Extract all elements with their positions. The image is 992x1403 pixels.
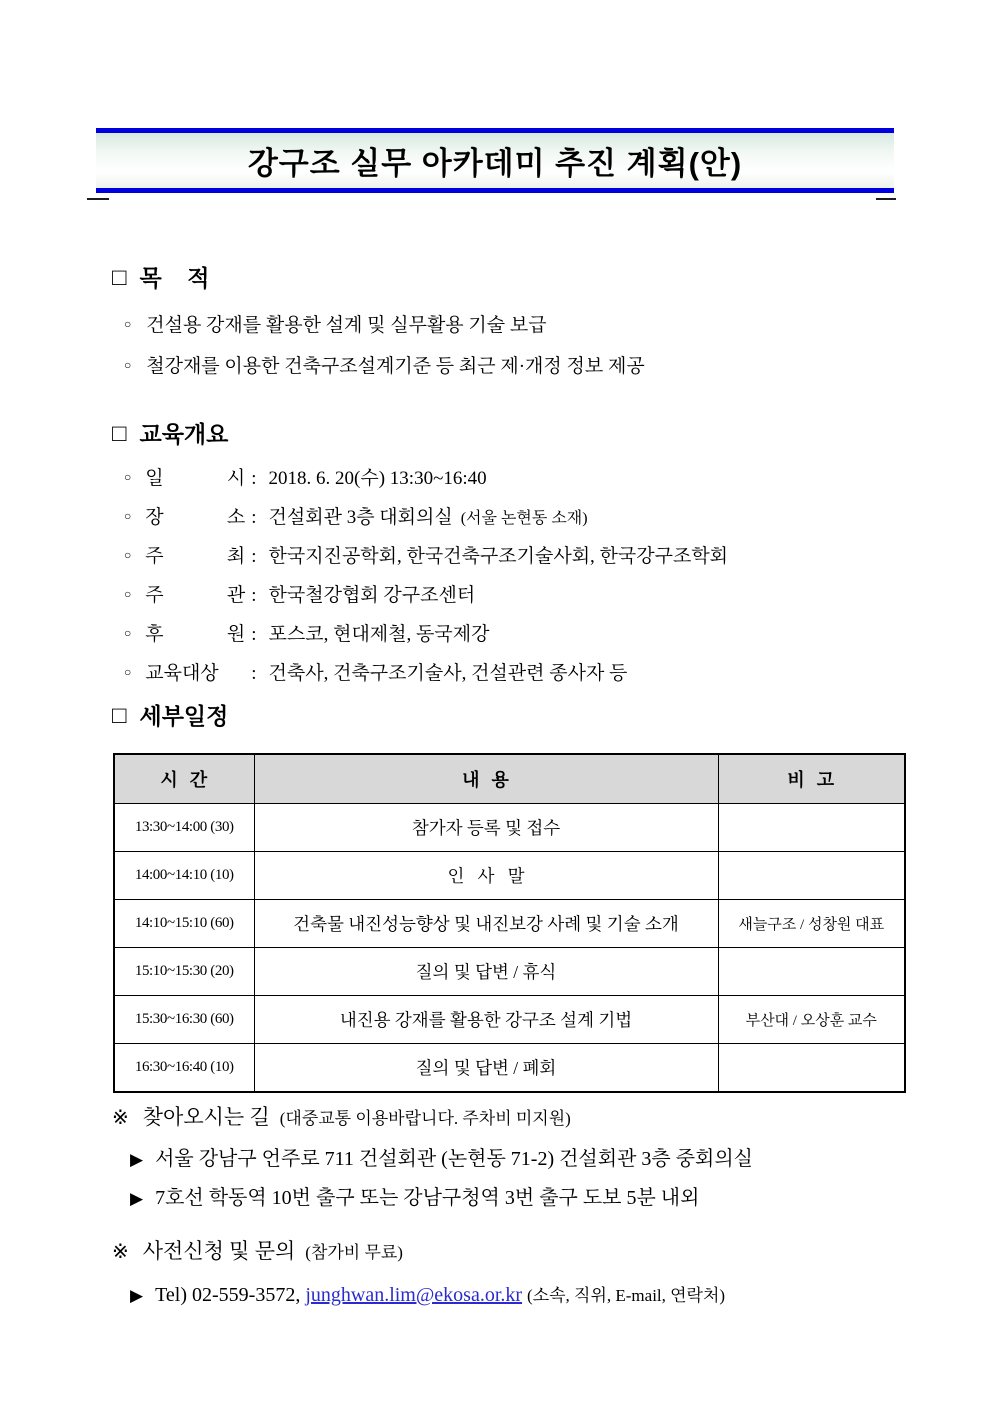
contact-email-link[interactable]: junghwan.lim@ekosa.or.kr [305, 1284, 523, 1306]
cell-time: 15:10~15:30 (20) [114, 948, 254, 996]
title-banner-background [96, 133, 894, 188]
directions-list [130, 1140, 753, 1218]
square-bullet-icon: □ [112, 264, 127, 291]
section-heading-schedule [112, 700, 228, 732]
contact-tel: Tel) 02-559-3572, [155, 1284, 301, 1306]
cell-remark [718, 1044, 905, 1093]
table-row [114, 1044, 905, 1093]
colon-separator: : [251, 624, 257, 645]
cell-content: 내진용 강재를 활용한 강구조 설계 기법 [254, 996, 718, 1044]
list-item [124, 655, 736, 694]
cell-time: 13:30~14:00 (30) [114, 804, 254, 852]
cell-content: 건축물 내진성능향상 및 내진보강 사례 및 기술 소개 [254, 900, 718, 948]
overview-item-note: (서울 논현동 소재) [460, 510, 588, 527]
cell-time: 15:30~16:30 (60) [114, 996, 254, 1044]
contact-line [130, 1276, 725, 1315]
section-heading-overview [112, 418, 228, 450]
overview-list [124, 460, 736, 694]
arrow-bullet-icon: ▶ [130, 1189, 144, 1208]
directions-heading-label: 찾아오시는 길 [142, 1105, 270, 1129]
overview-item-label: 교육대상 [145, 663, 219, 684]
colon-separator: : [251, 507, 257, 528]
list-item [124, 499, 736, 538]
cell-remark: 부산대 / 오상훈 교수 [718, 996, 905, 1044]
list-item [124, 577, 736, 616]
circle-bullet-icon: ○ [124, 626, 132, 640]
circle-bullet-icon: ○ [124, 470, 132, 484]
cell-remark [718, 852, 905, 900]
list-item [130, 1140, 753, 1179]
reference-mark-icon: ※ [112, 1241, 129, 1263]
square-bullet-icon: □ [112, 702, 127, 729]
list-item [130, 1179, 753, 1218]
cell-remark [718, 804, 905, 852]
registration-heading [112, 1236, 403, 1268]
title-banner [96, 128, 894, 193]
overview-item-label: 일 시 [145, 468, 246, 489]
directions-note: (대중교통 이용바랍니다. 주차비 미지원) [279, 1109, 571, 1128]
circle-bullet-icon: ○ [124, 317, 132, 331]
table-row [114, 804, 905, 852]
overview-item-value: 포스코, 현대제철, 동국제강 [268, 624, 490, 645]
circle-bullet-icon: ○ [124, 509, 132, 523]
overview-item-value: 한국지진공학회, 한국건축구조기술사회, 한국강구조학회 [268, 546, 729, 567]
directions-heading [112, 1102, 571, 1134]
list-item [124, 460, 736, 499]
purpose-list [124, 306, 645, 388]
reference-mark-icon: ※ [112, 1107, 129, 1129]
cell-time: 14:10~15:10 (60) [114, 900, 254, 948]
list-item [124, 306, 645, 347]
cell-content: 인 사 말 [254, 852, 718, 900]
overview-item-value: 2018. 6. 20(수) 13:30~16:40 [268, 468, 487, 489]
page-title: 강구조 실무 아카데미 추진 계획(안) [247, 146, 743, 181]
arrow-bullet-icon: ▶ [130, 1150, 144, 1169]
table-row [114, 996, 905, 1044]
column-header-content: 내 용 [254, 754, 718, 804]
contact-suffix: (소속, 직위, E-mail, 연락처) [527, 1286, 726, 1305]
cell-content: 참가자 등록 및 접수 [254, 804, 718, 852]
registration-heading-label: 사전신청 및 문의 [142, 1239, 296, 1263]
cell-content: 질의 및 답변 / 폐회 [254, 1044, 718, 1093]
circle-bullet-icon: ○ [124, 587, 132, 601]
square-bullet-icon: □ [112, 420, 127, 447]
arrow-bullet-icon: ▶ [130, 1286, 144, 1305]
circle-bullet-icon: ○ [124, 358, 132, 372]
overview-item-value: 건설회관 3층 대회의실 [268, 507, 453, 528]
colon-separator: : [251, 468, 257, 489]
registration-note: (참가비 무료) [305, 1243, 403, 1262]
schedule-table [113, 753, 906, 1093]
list-item [124, 347, 645, 388]
table-header-row [114, 754, 905, 804]
overview-heading-label: 교육개요 [139, 421, 229, 447]
overview-item-label: 장 소 [145, 507, 246, 528]
directions-item-text: 7호선 학동역 10번 출구 또는 강남구청역 3번 출구 도보 5분 내외 [155, 1187, 700, 1209]
colon-separator: : [251, 663, 257, 684]
purpose-item-text: 건설용 강재를 활용한 설계 및 실무활용 기술 보급 [146, 315, 547, 336]
overview-item-value: 건축사, 건축구조기술사, 건설관련 종사자 등 [268, 663, 628, 684]
directions-item-text: 서울 강남구 언주로 711 건설회관 (논현동 71-2) 건설회관 3층 중회의실 [155, 1148, 753, 1170]
overview-item-label: 후 원 [145, 624, 246, 645]
circle-bullet-icon: ○ [124, 548, 132, 562]
column-header-time: 시 간 [114, 754, 254, 804]
cell-remark [718, 948, 905, 996]
schedule-heading-label: 세부일정 [139, 703, 229, 729]
list-item [124, 616, 736, 655]
cell-remark: 새늘구조 / 성창원 대표 [718, 900, 905, 948]
table-row [114, 948, 905, 996]
purpose-item-text: 철강재를 이용한 건축구조설계기준 등 최근 제·개정 정보 제공 [146, 356, 645, 377]
overview-item-label: 주 관 [145, 585, 246, 606]
table-row [114, 852, 905, 900]
overview-item-label: 주 최 [145, 546, 246, 567]
circle-bullet-icon: ○ [124, 665, 132, 679]
cell-time: 16:30~16:40 (10) [114, 1044, 254, 1093]
colon-separator: : [251, 585, 257, 606]
table-row [114, 900, 905, 948]
colon-separator: : [251, 546, 257, 567]
purpose-heading-label: 목 적 [139, 265, 210, 291]
registration-contact [130, 1276, 725, 1315]
list-item [124, 538, 736, 577]
cell-time: 14:00~14:10 (10) [114, 852, 254, 900]
section-heading-purpose [112, 262, 210, 294]
cell-content: 질의 및 답변 / 휴식 [254, 948, 718, 996]
overview-item-value: 한국철강협회 강구조센터 [268, 585, 476, 606]
column-header-remark: 비 고 [718, 754, 905, 804]
